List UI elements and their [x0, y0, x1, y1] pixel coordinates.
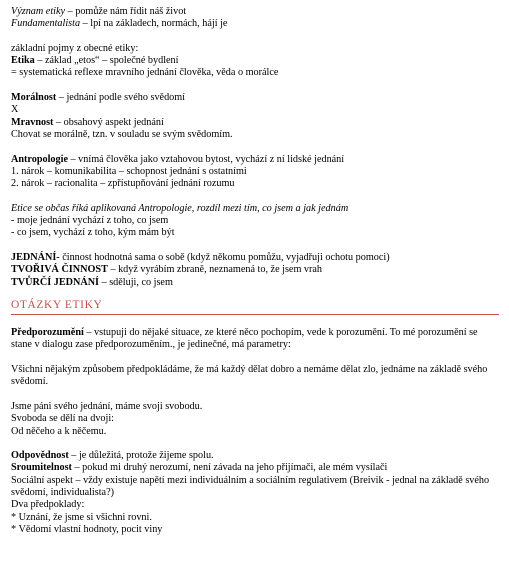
line-pani-jednani: Jsme páni svého jednání, máme svoji svobodu. [11, 400, 203, 412]
line-aplikovana-antropologie: Etice se občas říká aplikovaná Antropologie, rozdíl mezi tím, co jsem a jak jednám [11, 202, 349, 214]
line-etika-definition: = systematická reflexe mravního jednání člověka, věda o morálce [11, 67, 279, 79]
line-od-neceho: Od něčeho a k něčemu. [11, 425, 107, 437]
term-jednani: JEDNÁNÍ- [11, 251, 60, 263]
text-odpovednost: – je důležitá, protože žijeme spolu. [68, 450, 214, 462]
line-svoboda-deli: Svoboda se dělí na dvoji: [11, 413, 114, 425]
paragraph-vsichni: Všichni nějakým způsobem předpokládáme, že má každý dělat dobro a nemáme dělat zlo, jednáme na základě svého svědomí. [11, 364, 488, 388]
line-uznani: * Uznání, že jsme si všichni rovni. [11, 511, 152, 523]
text-etika: – základ „etos“ – společné bydlení [34, 55, 179, 67]
term-moralnost: Morálnost [11, 92, 57, 104]
line-narok-2: 2. nárok – racionalita – zpřístupňování jednání rozumu [11, 178, 235, 190]
heading-underline [11, 314, 499, 315]
text-moralnost: – jednání podle svého svědomí [56, 92, 186, 104]
term-antropologie: Antropologie [11, 153, 68, 165]
term-predporozumeni: Předporozumění [11, 327, 84, 339]
text-tvurci-jednani: – sděluji, co jsem [99, 276, 173, 288]
text-predporozumeni: – vstupuji do nějaké situace, ze které něco pochopím, vede k porozumění. To mé porozumění se stane v dialogu zase předporozuměním., je jedinečné, má parametry: [11, 327, 478, 351]
line-jednani [11, 252, 501, 264]
paragraph-predporozumeni [11, 327, 501, 352]
line-fundamentalista [11, 18, 501, 30]
line-vedomi: * Vědomí vlastní hodnoty, pocit viny [11, 523, 163, 535]
paragraph-socialni-aspekt: Sociální aspekt – vždy existuje napětí mezi individuálním a sociálním regulativem (Breivik - jednal na základě svého svědomí, individualista?) [11, 474, 490, 498]
line-tvurci-jednani [11, 277, 501, 289]
line-moralnost [11, 92, 501, 104]
section-heading-block [11, 299, 501, 315]
text-sroumitelnost: – pokud mi druhý nerozumí, není závada na jeho přijímači, ale mém vysílači [71, 462, 388, 474]
term-fundamentalista: Fundamentalista [11, 18, 81, 30]
text-jednani: činnost hodnotná sama o sobě (když někomu pomůžu, vyjadřuji ochotu pomoci) [59, 251, 390, 263]
line-dva-predpoklady: Dva předpoklady: [11, 499, 85, 511]
line-co-jsem: - co jsem, vychází z toho, kým mám být [11, 227, 175, 239]
line-vyznam-etiky [11, 6, 501, 18]
term-mravnost: Mravnost [11, 116, 54, 128]
term-etika: Etika [11, 55, 35, 67]
section-heading-otazky-etiky: OTÁZKY ETIKY [11, 298, 103, 311]
line-moje-jednani: - moje jednání vychází z toho, co jsem [11, 215, 169, 227]
line-sroumitelnost [11, 462, 501, 474]
line-mravnost [11, 117, 501, 129]
line-zakladni-pojmy: základní pojmy z obecné etiky: [11, 42, 139, 54]
text-fundamentalista: – lpí na základech, normách, hájí je [80, 18, 228, 30]
line-chovat-se: Chovat se morálně, tzn. v souladu se svým svědomím. [11, 128, 233, 140]
line-narok-1: 1. nárok – komunikabilita – schopnost jednání s ostatními [11, 165, 247, 177]
text-mravnost: – obsahový aspekt jednání [53, 116, 164, 128]
term-vyznam-etiky: Význam etiky [11, 6, 66, 17]
text-tvoriva-cinnost: – když vyrábím zbraně, neznamená to, že jsem vrah [107, 264, 323, 276]
term-odpovednost: Odpovědnost [11, 450, 69, 462]
line-etika [11, 55, 501, 67]
line-odpovednost [11, 450, 501, 462]
term-tvoriva-cinnost: TVOŘIVÁ ČINNOST [11, 264, 108, 276]
term-tvurci-jednani: TVŮRČÍ JEDNÁNÍ [11, 276, 100, 288]
line-tvoriva-cinnost [11, 264, 501, 276]
text-antropologie: – vnímá člověka jako vztahovou bytost, vychází z ní lidské jednání [67, 153, 345, 165]
line-antropologie [11, 154, 501, 166]
term-sroumitelnost: Sroumitelnost [11, 462, 72, 474]
line-x: X [11, 104, 19, 116]
text-vyznam-etiky: – pomůže nám řídit náš život [65, 6, 187, 17]
document-page [11, 6, 501, 536]
